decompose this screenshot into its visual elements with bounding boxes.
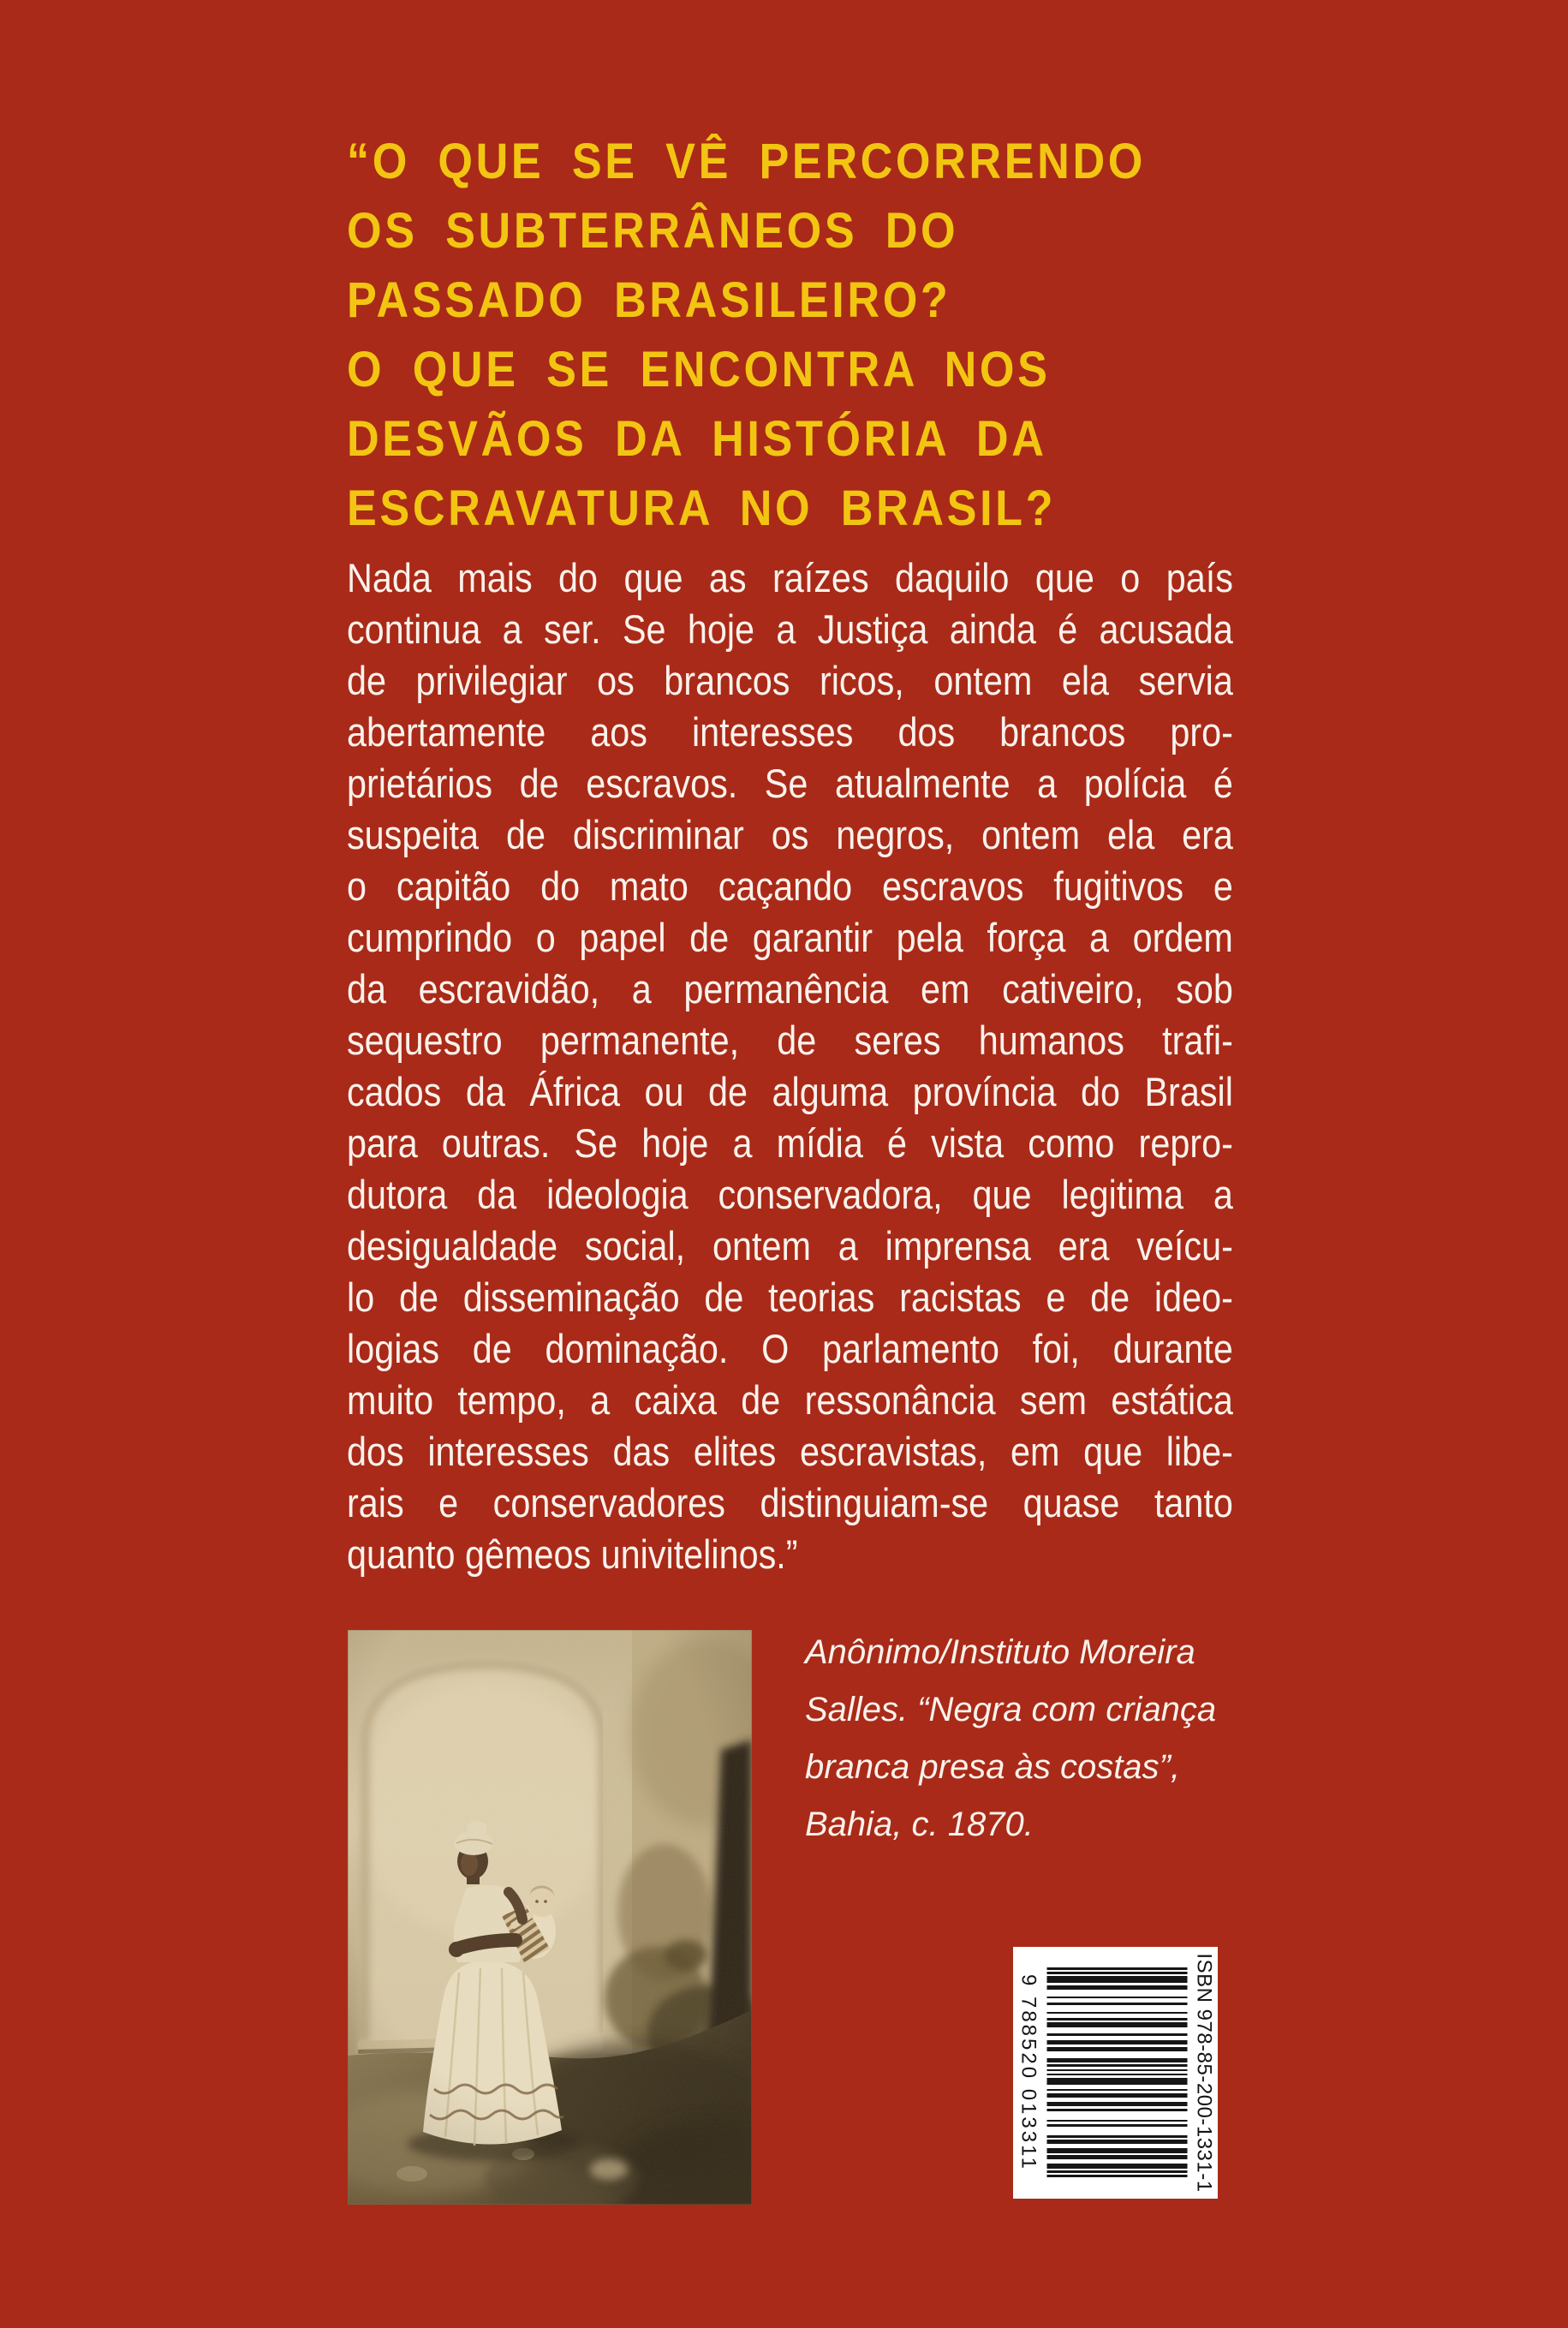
text-line: suspeita de discriminar os negros, ontem ela era: [347, 812, 1233, 857]
text-line: continua a ser. Se hoje a Justiça ainda é acusada: [347, 606, 1233, 652]
text-line: rais e conservadores distinguiam-se quase tanto: [347, 1480, 1233, 1525]
text-line: lo de disseminação de teorias racistas e de ideo-: [347, 1274, 1233, 1320]
text-line: Salles. “Negra com criança: [805, 1691, 1217, 1728]
headline-quote: [347, 127, 1245, 543]
barcode: [1013, 1947, 1218, 2199]
text-line: abertamente aos interesses dos brancos pro-: [347, 709, 1233, 755]
text-line: “O QUE SE VÊ PERCORRENDO: [347, 134, 1146, 189]
text-line: para outras. Se hoje a mídia é vista como repro-: [347, 1120, 1233, 1166]
text-line: Anônimo/Instituto Moreira: [805, 1633, 1195, 1671]
text-line: de privilegiar os brancos ricos, ontem ela servia: [347, 658, 1233, 703]
text-line: dutora da ideologia conservadora, que legitima a: [347, 1172, 1233, 1217]
body-text: [347, 552, 1233, 1580]
text-line: Nada mais do que as raízes daquilo que o país: [347, 555, 1233, 600]
text-line: quanto gêmeos univitelinos.”: [347, 1531, 798, 1577]
text-line: prietários de escravos. Se atualmente a polícia é: [347, 761, 1233, 806]
photo-woman-with-child: [348, 1630, 752, 2205]
text-line: Bahia, c. 1870.: [805, 1806, 1034, 1843]
text-line: OS SUBTERRÂNEOS DO: [347, 203, 959, 259]
text-line: O QUE SE ENCONTRA NOS: [347, 342, 1051, 397]
isbn-number: ISBN 978-85-200-1331-1: [1192, 1953, 1215, 2193]
text-line: desigualdade social, ontem a imprensa era veícu-: [347, 1223, 1233, 1268]
text-line: o capitão do mato caçando escravos fugitivos e: [347, 863, 1233, 909]
text-line: sequestro permanente, de seres humanos trafi-: [347, 1018, 1233, 1063]
text-line: cumprindo o papel de garantir pela força a ordem: [347, 915, 1233, 960]
photo-illustration: [348, 1630, 752, 2205]
isbn-digits: 9 788520 013311: [1017, 1973, 1040, 2172]
text-line: dos interesses das elites escravistas, em que libe-: [347, 1429, 1233, 1474]
text-line: PASSADO BRASILEIRO?: [347, 272, 951, 328]
barcode-inner: [1013, 1947, 1218, 2199]
photo-caption: [805, 1624, 1250, 1853]
text-line: cados da África ou de alguma província do Brasil: [347, 1069, 1233, 1114]
text-line: ESCRAVATURA NO BRASIL?: [347, 481, 1057, 536]
barcode-bar: [1046, 2175, 1187, 2177]
text-line: da escravidão, a permanência em cativeiro, sob: [347, 966, 1233, 1012]
text-line: DESVÃOS DA HISTÓRIA DA: [347, 411, 1047, 467]
text-line: branca presa às costas”,: [805, 1748, 1180, 1786]
barcode-bars: [1046, 1967, 1187, 2178]
text-line: logias de dominação. O parlamento foi, durante: [347, 1326, 1233, 1371]
text-line: muito tempo, a caixa de ressonância sem estática: [347, 1377, 1233, 1423]
